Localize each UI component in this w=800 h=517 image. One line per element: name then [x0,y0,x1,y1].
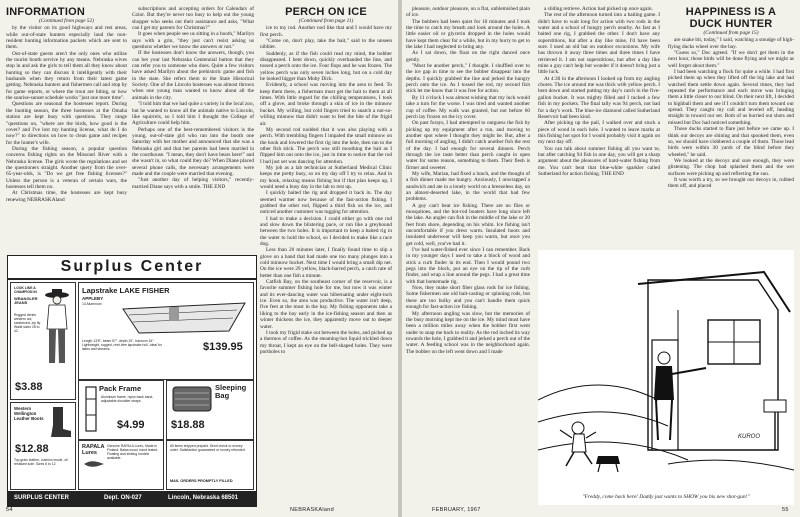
perch-paragraph: I took my frigid stake out between the holes, and picked up a thermos of coffee. As the steaming-hot liquid trickled down my throat, I kept an eye on the bell-shaped holes. They were portholes to [260,329,392,355]
information-paragraph: Out-of-state guests aren't the only ones who utilize the tourist booth service by any means. Nebraska wives stop in and ask the girls to tell them all they know about hunting so they can discuss it intelligently with their husbands when they return from their latest game getting. Nebraska hunters and fishermen call and stop by for game reports, or where the trout are biting, or how the sunrise-sunset schedule works "just one more time". [6,50,127,102]
happiness-headline-line1: HAPPINESS IS A [685,6,777,18]
boots-price: $12.88 [15,443,49,455]
perch-paragraph: As I sat down, the float on the right danced once gently. [406,50,530,63]
perch-paragraph: At 4:30 in the afternoon I looked up from my angling chores. The ice around me was thick with yellow perch. I bent down and started putting my day's catch in the five-gallon bucket. It was mighty filled and I tucked a few fish in my pockets. The final tally was 94 perch, not bad for a day's work. The blue-ice diamond called Sutherland Reservoir had been kind. [538,75,660,120]
happiness-paragraph: Those ducks started to flare just before we came up. I think our decoys are shining and that spooked them, even so, we should have clobbered a couple of them. Those lead birds were within 30 yards of the blind before they wheeled," he said. [668,126,794,158]
information-paragraph: by the visitor on its good highways and rest areas, while out-of-state hunters especially laud the non-resident hunting information packets which are sent to them. [6,25,127,51]
perch-column-3 [538,6,660,246]
perch-paragraph: You can talk about summer fishing all you want to, but after catching 94 fish in one day, you will get a sharp argument about the pleasures of hard-water fishing from me. You can't beat that blue-white sparkler called Sutherland for action fishing. THE END [538,145,660,177]
right-page-number: 55 [782,507,789,513]
boots-heading: Western Wellington Leather Boots [14,406,44,421]
perch-paragraph: "Come on, don't play, take the bait," said to the unseen nibbler. [260,38,392,51]
information-paragraph: It goes when people see us sitting in a booth," Marilyn says with a grin, "they just can't resist asking us questions whether we know the answers or not." [132,31,254,51]
perch-paragraph: My wife, Marian, had fixed a lunch, and the thought of a fish dinner made me hungry. Anxiously, I unwrapped a sandwich and ate in a lonely world on a breezeless day, on an almost-deserted lake, in the world that had few problems. [406,170,530,203]
perch-continued-note: (Continued from page 11) [298,18,354,24]
boot-illustration [47,405,73,439]
pack-frame-price: $4.99 [117,419,145,431]
right-page [402,0,800,517]
happiness-column [668,6,794,246]
sleeping-bag-price: $18.88 [171,419,205,431]
cowboy-illustration [41,287,73,367]
mail-orders-note: MAIL ORDERS PROMPTLY FILLED [170,479,233,483]
ad-footer-name: SURPLUS CENTER [14,495,70,501]
perch-paragraph: Evidently, a school was moving into the area to feed. To keep them there, a fisherman must get the bait to them at all times. With little regard for the chilling temperatures, I took off a glove, and broke through a skin of ice in the minnow bucket. My willing, but cold fingers tried to snatch a not-so-willing minnow that didn't want to feel the bite of the frigid air. [260,82,392,127]
happiness-paragraph: are snake bit, today," I said, watching a smudge of high-flying ducks wheel over the bay. [668,37,794,50]
cartoon-caption: "Freddy, come back here! Daddy just wants to SHOW you his new shot-gun!" [582,494,750,500]
perch-paragraph: Less than 20 minutes later, I finally found time to slip a glove on a hand that had made one too many plunges into a cold minnow bucket. Next time I would bring a small dip net. On the ice were 29 yellow, black-barred perch, a catch rate of better than one fish a minute. [260,247,392,279]
happiness-paragraph: I had been watching a flock for quite a while. I had first picked them up when they lifted off the big lake and had watched them settle down again. Several times, they had repeated the performance and each move was bringing them a little closer to our blind. On their next lift, I decided to highball them and see if I couldn't turn them toward our spread. They caught my call and leveled off, heading straight in toward our set. Both of us hurried out shots and missed but Doc had noticed something. [668,69,794,126]
perch-paragraph: Suddenly, as if the fish could read my mind, the bobber disappeared. I bent down, quickly overhanded the line, and tossed a perch onto the ice. Four flops and he was frozen. The yellow perch was only seven inches long, but on a cold day he looked bigger than Moby Dick. [260,50,392,83]
perch-paragraph: My afternoon angling was slow, but the memories of the busy morning kept me on the ice. My mind must have been a million miles away when the bobber first went under to snap me back to reality. As the rod inched its way towards the hole, I grabbed it and jerked a perch out of the water. A feeding school was in the neighborhood again. The bobber on the left went down and I made [406,310,530,355]
lure-illustration [83,459,105,469]
pack-frame-illustration [83,385,99,433]
cartoon-signature: KUROO [738,434,761,440]
perch-paragraph: My job as a lab technician at Sutherland Medical Clinic keeps me pretty busy, so on my day off I try to relax. And in my book, relaxing means fishing but if that plan keeps up, I would need a busy day in the lab to rest up. [260,164,392,190]
happiness-continued-note: (Continued from page 15) [703,30,759,36]
surplus-center-ad [7,255,257,507]
happiness-paragraph: "Guess so," Doc agreed. "If we don't get them in the next hour, those birds will be done flying and we might as well forget about them." [668,50,794,69]
happiness-headline-line2: DUCK HUNTER [689,18,773,30]
jeans-brand: WRANGLER JEANS [14,296,38,306]
perch-paragraph: pleasure, outdoor pleasure, on a flat, unblemished plain of ice. [406,6,530,19]
lake-fisher-sub: 14 Aluminum [82,302,102,306]
boat-illustration [119,295,249,339]
left-page [0,0,398,517]
information-paragraph: Perhaps one of the best-remembered visitors is the young, out-of-state girl who ran into the booth one Saturday with her mother and announced that she was a Nebraska girl and that her parents had been married in the courthouse. "I mean, they don't have bears here!" and she wasn't in, so what could they do? When Diane placed several phone calls, the necessary arrangements were made and the couple were married that evening. [132,126,254,177]
information-paragraph: If the hostesses don't know the answers, though, you can bet your last Nebraska Centennial button that they can refer you to someone who does. Quite a few visitors have asked Marilyn about the prehistoric game and fish in the state. She refers them to the State Historical Society. One of the Lincoln hostesses was almost thrown when one young man wanted to know about all the animals in the city. [132,50,254,101]
perch-paragraph: "Must be another perch," I thought. I shuffled over to the ice gap in time to see the bobber disappear into the depths. I quickly grabbed the line and jerked the hungry perch onto the ice. As I tossed the rod, my second fish stick let me know that it was free for action. [406,63,530,95]
information-paragraph: "I told him that we had quite a variety in the local zoo, but he wanted to know all the animals native to Lincoln, like squirrels, so I told him I thought the College of Agriculture could help him. [132,101,254,127]
sleeping-bag-illustration [171,385,213,415]
information-paragraph: During the fishing season, a popular question concerns fishing rights on the Missouri River with a Nebraska license. The girls wrote the regulations and set the questioners straight. Another query from the over-65-year-olds, is "Do we get free fishing licenses?" Unless the person is a veteran of certain wars, the hostesses tell them no. [6,145,127,190]
pack-frame-panel: Pack Frame Aluminum frame, nylon back band, adjustable shoulder straps. $4.99 [78,380,164,440]
information-continued-note: (Continued from page 52) [39,18,94,24]
jeans-price: $3.88 [15,381,43,393]
happiness-paragraph: It was worth a try, so we brought our decoys in, rubbed them off, and placed [668,176,794,190]
rapala-heading: RAPALA Lures [82,444,105,456]
perch-paragraph: The rest of the afternoon turned into a baiting game. I didn't have to wait long for action with two rods in the water and a school of hungry perch nearby. As fast as I baited one rig, I grabbed the other. I don't have any superstitions, but after a day like mine, I'd have been sure. I used an old hat on outdoor excursions. My wife has thrown it away three times and three times I have retrieved it. I am not superstitious, but after a day like mine a guy can't help but wonder if it doesn't bring just a little luck. [538,12,660,76]
perch-paragraph: The bobbers had been quiet for 10 minutes and I took the time to catch my breath and look around the holes. A little easier oil or glycerin dropped in the holes would have kept them clear for a while, but in my hurry to get to the lake I had neglected to bring any. [406,18,530,51]
perch-headline: PERCH ON ICE [285,6,367,18]
perch-column-1 [260,6,392,504]
perch-paragraph: I had to make a decision. I could either go with one rod and slow down the blistering pace, or run like a greyhound between the two holes. It is important to keep a baited rig in the water to hold the school, so I decided to make like a race dog. [260,215,392,248]
perch-paragraph: I quickly baited the rig and dropped it back in. The day seemed warmer now because of the fast-action fishing. I grabbed the other rod, flipped a third fish on the ice, and noticed another customer was tugging for attention. [260,190,392,216]
ad-footer [8,491,256,506]
lake-fisher-price: $139.95 [203,341,243,353]
sleeping-bag-heading: Sleeping Bag [215,383,247,400]
lake-fisher-brand: APPLEBY [82,296,104,301]
information-headline: INFORMATION [6,6,85,18]
perch-paragraph: My second rod nodded that it was also playing with a perch. With trembling fingers I impaled the small minnow on the hook and lowered the first rig into the hole, then ran to the other fish stick. The perch was still mouthing the bait as I flipped him out onto the ice, just in time to notice that the rod I had just set was dancing for attention. [260,126,392,165]
pack-frame-heading: Pack Frame [99,384,142,393]
information-column-2 [132,6,254,252]
perch-paragraph: ice to my rod. Another nod like that and I would have my first perch. [260,25,392,38]
perch-paragraph: Now, they make short fiber glass rods for ice fishing. Some fishermen use old bait-casting or spinning rods, but these are too bulky and you can't handle them quick enough for fast-action ice fishing. [406,285,530,311]
perch-paragraph: On past forays, I had attempted to outguess the fish by picking up my equipment after a run, and moving to another spot where I thought they might be. But, after a full morning of angling, I didn't catch another fish the rest of the day. I had enough for several dinners. Perch through the ice taste better than perch caught in open water for some reason, something to them. Their flesh is firmer and sweeter. [406,120,530,171]
information-paragraph: Questions are seasonal the hostesses report. During the hunting season, the three hostesses at the Omaha station are kept busy with questions. They range "questions on, "where are the birds, how good is the cover? and I've lost my hunting license, what do I do now?" to directions on how to clean game and recipes for the hunter's wife. [6,101,127,146]
perch-column-2 [406,6,530,504]
perch-paragraph: After picking up the pail, I walked over and stuck a piece of wood in each hole. I wanted to leave marks at this fishing hot spot for I would probably visit it again on my next day off. [538,120,660,146]
perch-paragraph: I've had water-fished ever since I can remember. Back in my younger days I used to take a block of wood and stick a curb finder in its end. Then I would pound two pegs into the block, put an eye on the tip of the curb finder, and wrap a line around the pegs. I had a great time with that homemade rig. [406,247,530,285]
lake-fisher-panel: Lapstrake LAKE FISHER APPLEBY 14 Aluminum $139.95 Length 13'8", beam 57", depth 19", transom 16". Lightweight, rugged, rivet-free lapstrake hull. Ideal for lakes and streams. [78,282,254,380]
jeans-panel: LOOK LIKE A CHAMPION IN WRANGLER JEANS Rugged denim western cut, sanforized, zip fly. Waist sizes 28 to 42. $3.88 [10,282,76,400]
information-column-1 [6,6,127,252]
happiness-paragraph: We looked at the decoys and sure enough, they were glistening. The chop had splashed them and the wet surfaces were picking up and reflecting the sun. [668,157,794,177]
lake-fisher-heading: Lapstrake LAKE FISHER [82,286,170,295]
cartoon-panel [538,250,794,505]
ad-footer-address: Lincoln, Nebraska 68501 [168,495,239,501]
perch-paragraph: A guy can't beat ice fishing. There are no flies or mosquitoes, and the hot-rod boaters have long since left the lake. An angler can fish in the middle of the lake or 20 feet from shore, depending on his whim. Ice fishing isn't uncomfortable if you dress warm. Insulated boots and insulated underwear will keep you warm, but once you get cold, well, you've had it. [406,202,530,247]
cartoon-illustration [538,250,794,494]
mail-orders-panel: All items shipped prepaid. Send check or money order. Satisfaction guaranteed or money refunded. MAIL ORDERS PROMPTLY FILLED [166,440,254,490]
ad-banner [8,256,256,280]
boots-panel: Western Wellington Leather Boots $12.88 Top grain leather, cushion insole, oil resistant sole. Sizes 6 to 12. [10,402,76,490]
ad-title: Surplus Center [60,258,204,275]
left-page-magazine-title: NEBRASKAland [290,507,334,513]
sleeping-bag-panel [166,380,254,440]
information-paragraph: "Just another day of helping visitors," recently-married Diane says with a smile. THE END [132,177,254,190]
information-paragraph: subscriptions and accepting orders for Calendars of Color. But they're never too busy to help out the young shopper who seeks out their assistance and asks, "What can I get my parents for Christmas?" [132,6,254,32]
jeans-heading: LOOK LIKE A CHAMPION IN [14,286,37,295]
ad-footer-dept: Dept. ON-027 [104,495,142,501]
right-page-date: FEBRUARY, 1967 [432,507,481,513]
information-paragraph: At Christmas time, the hostesses are kept busy renewing NEBRASKAland [6,190,127,203]
perch-paragraph: a sliding retrieve. Action had picked up once again. [544,6,653,12]
perch-paragraph: By 11 o'clock I was almost wishing that my luck would take a turn for the worse. I was tired and wanted another cup of coffee. My walk was granted, but not before 60 perch lay frozen on the icy cover. [406,94,530,120]
rapala-panel: RAPALA Lures Genuine RAPALA Lures, Made in Finland. Balsa wood, hand tested. Floating and sinking models available. [78,440,164,490]
left-page-number: 54 [6,507,13,513]
perch-paragraph: Catfish Bay, on the southeast corner of the reservoir, is a favorite summer fishing hole for me, but now it was winter and its ever-dancing water was hibernating under eight-inch ice. Even so, the area was productive. The water isn't deep, five feet at the most in the bay. My fishing opponents take a liking to the bay early in the ice-fishing season and then as winter thickens the ice, they apparently move out to deeper water. [260,279,392,330]
